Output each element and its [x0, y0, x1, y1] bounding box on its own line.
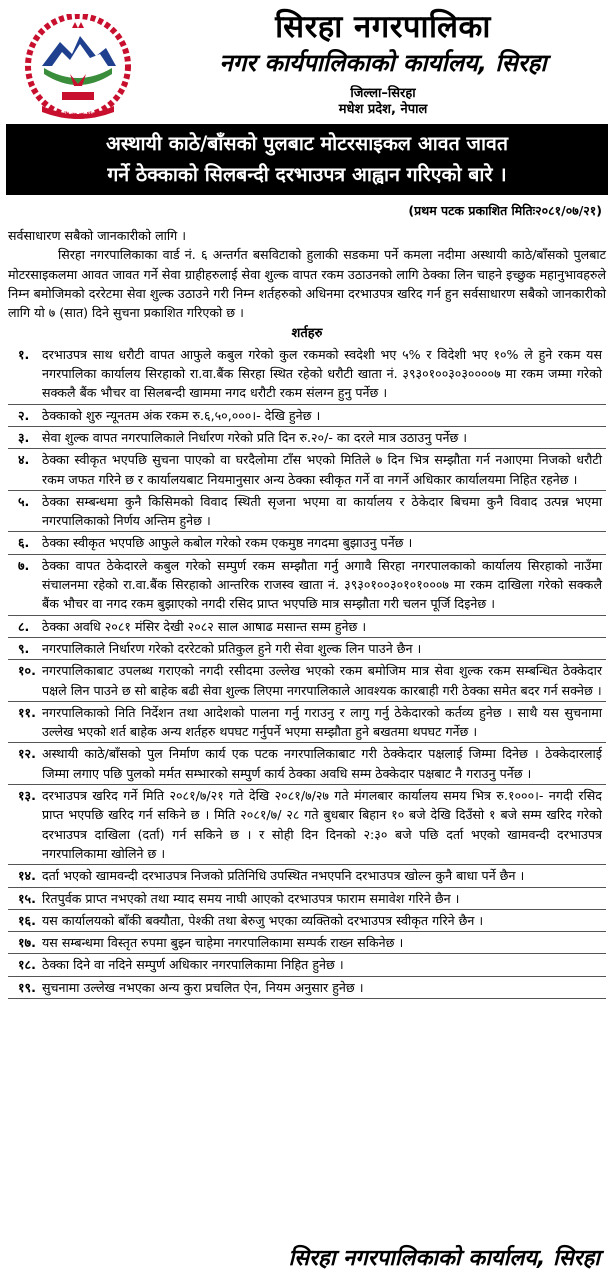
notice-title-banner [6, 124, 608, 195]
condition-item [8, 556, 606, 616]
condition-number: ११. [18, 704, 36, 720]
condition-text: दरभाउपत्र साथ धरौटी वापत आफुले कबुल गरेको कुल रकमको स्वदेशी भए ५% र विदेशी भए १०% ले हुने रकम यस नगरपालिका कार्यालय सिरहाको रा.वा.बैंक सिरहा स्थित रहेको धरौटी खाता नं. ३९३०१००३०३००००७ मा रकम जम्मा गरेको सक्कलै बैंक भौचर वा सिलबन्दी खाममा नगद धरौटी रकम संलग्न हुनु पर्नेछ । [42, 346, 602, 401]
condition-number: १७. [18, 935, 36, 951]
condition-item [8, 406, 606, 427]
condition-text: रितपुर्वक प्राप्त नभएको तथा म्याद समय नाघी आएको दरभाउपत्र फाराम समावेश गरिने छैन । [42, 890, 460, 906]
municipality-name: सिरहा नगरपालिका [275, 9, 491, 45]
notice-body [8, 226, 606, 999]
condition-text: सुचनामा उल्लेख नभएका अन्य कुरा प्रचलित ऐन, नियम अनुसार हुनेछ । [42, 979, 364, 995]
condition-number: २. [18, 407, 30, 423]
condition-number: १३. [18, 788, 36, 804]
condition-text: नगरपालिकाको निति निर्देशन तथा आदेशको पालना गर्नु गराउनु र लागु गर्नु ठेकेदारको कर्तव्य हुनेछ । साथै यस सुचनामा उल्लेख भएको शर्त बाहेक अन्य शर्तहरु थपघट गर्नुपर्ने भएमा सम्झौता हुने बखतमा थपघट गर्नेछ । [42, 704, 602, 740]
condition-item [8, 911, 606, 932]
issuing-office-signature: सिरहा नगरपालिकाको कार्यालय, सिरहा [288, 1246, 600, 1271]
condition-text: ठेक्काको शुरु न्यूनतम अंक रकम रु.६,५०,०००।- देखि हुनेछ । [42, 407, 321, 423]
condition-item [8, 889, 606, 910]
condition-text: ठेक्का सम्बन्धमा कुनै किसिमको विवाद स्थिती सृजना भएमा वा कार्यालय र ठेकेदार बिचमा कुनै विवाद उत्पन्न भएमा नगरपालिकाको निर्णय अन्तिम हुनेछ । [42, 493, 602, 529]
condition-text: ठेक्का वापत ठेकेदारले कबुल गरेको सम्पुर्ण रकम सम्झौता गर्नु अगावै सिरहा नगरपालकाको कार्यालय सिरहाको नाउँमा संचालनमा रहेको रा.वा.बैंक सिरहाको आन्तरिक राजस्व खाता नं. ३९३०१००३०१०१०००७ मा रकम दाखिला गरेको सक्कलै बैंक भौचर वा नगद रकम बुझाएको नगदी रसिद प्राप्त भएपछि मात्र सम्झौता गरी चलन पूर्जि दिइनेछ । [42, 557, 602, 612]
condition-number: १९. [18, 979, 36, 995]
district: जिल्ला–सिरहा [350, 86, 416, 101]
banner-line-1: अस्थायी काठे/बाँसको पुलबाट मोटरसाइकल आवत जावत [106, 132, 508, 155]
condition-item [8, 786, 606, 865]
condition-item [8, 450, 606, 491]
condition-number: ९. [18, 640, 30, 656]
condition-item [8, 978, 606, 999]
condition-number: ७. [18, 557, 30, 573]
published-date: (प्रथम पटक प्रकाशित मितिः२०८१/०७/२१) [408, 203, 602, 218]
condition-item [8, 639, 606, 660]
condition-item [8, 533, 606, 554]
condition-item [8, 933, 606, 954]
condition-number: १२. [18, 746, 36, 762]
condition-text: ठेक्का अवधि २०८१ मंसिर देखी २०८२ साल आषाढ मसान्त सम्म हुनेछ । [42, 618, 367, 634]
condition-item [8, 428, 606, 449]
condition-text: दरभाउपत्र खरिद गर्ने मिति २०८१/७/२१ गते देखि २०८१/७/२७ गते मंगलबार कार्यालय समय भित्र रु.१०००।- नगदी रसिद प्राप्त भएपछि खरिद गर्न सकिने छ । मिति २०८१/७/ २८ गते बुधबार बिहान १० बजे देखि दिउँसो १ बजे सम्म खरिद गरेको दरभाउपत्र दाखिला (दर्ता) गर्न सकिने छ । र सोही दिन दिनको २:३० बजे पछि दर्ता भएको खामवन्दी दरभाउपत्र नगरपालिकामा खोलिने छ । [42, 788, 602, 861]
condition-number: ४. [18, 452, 30, 468]
condition-item [8, 703, 606, 744]
emblem-text: नेपाल सरकार [63, 109, 93, 116]
condition-text: अस्थायी काठे/बाँसको पुल निर्माण कार्य एक पटक नगरपालिकाबाट गरी ठेक्केदार पक्षलाई जिम्मा दिनेछ । ठेक्केदारलाई जिम्मा लगाए पछि पुलको मर्मत सम्भारको सम्पुर्ण कार्य ठेक्का अवधि सम्म ठेक्केदार पक्षबाट नै गराउनु पर्नेछ । [42, 746, 602, 781]
condition-text: सेवा शुल्क वापत नगरपालिकाले निर्धारण गरेको प्रति दिन रु.२०/- का दरले मात्र उठाउनु पर्नेछ । [42, 429, 468, 445]
condition-item [8, 744, 606, 785]
condition-number: १०. [18, 663, 36, 679]
office-name: नगर कार्यपालिकाको कार्यालय, सिरहा [219, 49, 547, 77]
condition-number: १४. [18, 868, 36, 884]
condition-text: यस कार्यालयको बाँकी बक्यौता, पेश्की तथा बेरुजु भएका व्यक्तिको दरभाउपत्र स्वीकृत गरिने छैन । [42, 912, 484, 928]
condition-number: ५. [18, 493, 30, 509]
condition-item [8, 492, 606, 533]
condition-text: ठेक्का दिने वा नदिने सम्पुर्ण अधिकार नगरपालिकामा निहित हुनेछ । [42, 957, 344, 973]
condition-text: नगरपालिकाबाट उपलब्ध गराएको नगदी रसीदमा उल्लेख भएको रकम बमोजिम मात्र सेवा शुल्क रकम सम्बन्धित ठेक्केदार पक्षले लिन पाउने छ सो बाहेक बढी सेवा शुल्क लिएमा नगरपालिकाले आवश्यक कारबाही गरी ठेक्का समेत बदर गर्न सक्नेछ । [42, 663, 602, 698]
condition-text: ठेक्का स्वीकृत भएपछि सुचना पाएको वा घरदैलोमा टाँस भएको मितिले ७ दिन भित्र सम्झौता गर्न नआएमा निजको धरौटी रकम जफत गरिने छ र कार्यालयबाट नियमानुसार अन्य ठेक्का स्वीकृत गर्ने वा नगर्ने अधिकार कार्यालयमा निहित रहनेछ । [42, 452, 602, 487]
conditions-heading: शर्तहरु [291, 326, 323, 342]
condition-number: ८. [18, 618, 30, 634]
condition-number: ३. [18, 429, 30, 445]
condition-item [8, 661, 606, 702]
condition-item [8, 955, 606, 976]
condition-text: यस सम्बन्धमा विस्तृत रुपमा बुझ्न चाहेमा नगरपालिकामा सम्पर्क राख्न सकिनेछ । [42, 935, 404, 951]
condition-item [8, 617, 606, 638]
condition-item [8, 345, 606, 405]
condition-number: १५. [18, 890, 36, 906]
intro-paragraph: सिरहा नगरपालिकाका वार्ड नं. ६ अन्तर्गत बसविटाको हुलाकी सडकमा पर्ने कमला नदीमा अस्थायी काठे/बाँसको पुलबाट मोटरसाइकलमा आवत जावत गर्ने सेवा ग्राहीहरुलाई सेवा शुल्क वापत रकम उठाउनको लागि ठेक्का लिन चाहने इच्छुक महानुभावहरुले निम्न बमोजिमको दररेटमा सेवा शुल्क उठाउने गरी निम्न शर्तहरुको अधिनमा दरभाउपत्र खरिद गर्न हुन सर्वसाधारण सबैको जानकारीको लागि यो ७ (सात) दिने सुचना प्रकाशित गरिएको छ । [8, 247, 606, 321]
province: मधेश प्रदेश, नेपाल [338, 102, 428, 117]
header [8, 6, 606, 124]
conditions-list [8, 345, 606, 999]
banner-line-2: गर्ने ठेक्काको सिलबन्दी दरभाउपत्र आह्वान गरिएको बारे । [107, 163, 507, 186]
condition-item [8, 866, 606, 887]
condition-number: १. [18, 346, 30, 362]
condition-text: नगरपालिकाले निर्धारण गरेको दररेटको प्रतिकुल हुने गरी सेवा शुल्क लिन पाउने छैन । [42, 640, 422, 656]
salutation: सर्वसाधारण सबैको जानकारीको लागि । [8, 228, 187, 243]
nepal-government-emblem-icon [22, 14, 134, 122]
condition-text: ठेक्का स्वीकृत भएपछि आफुले कबोल गरेको रकम एकमुष्ठ नगदमा बुझाउनु पर्नेछ । [42, 535, 413, 551]
condition-number: १६. [18, 912, 36, 928]
condition-number: १८. [18, 957, 36, 973]
condition-text: दर्ता भएको खामवन्दी दरभाउपत्र निजको प्रतिनिधि उपस्थित नभएपनि दरभाउपत्र खोल्न कुनै बाधा पर्ने छैन । [42, 868, 525, 884]
condition-number: ६. [18, 535, 30, 551]
